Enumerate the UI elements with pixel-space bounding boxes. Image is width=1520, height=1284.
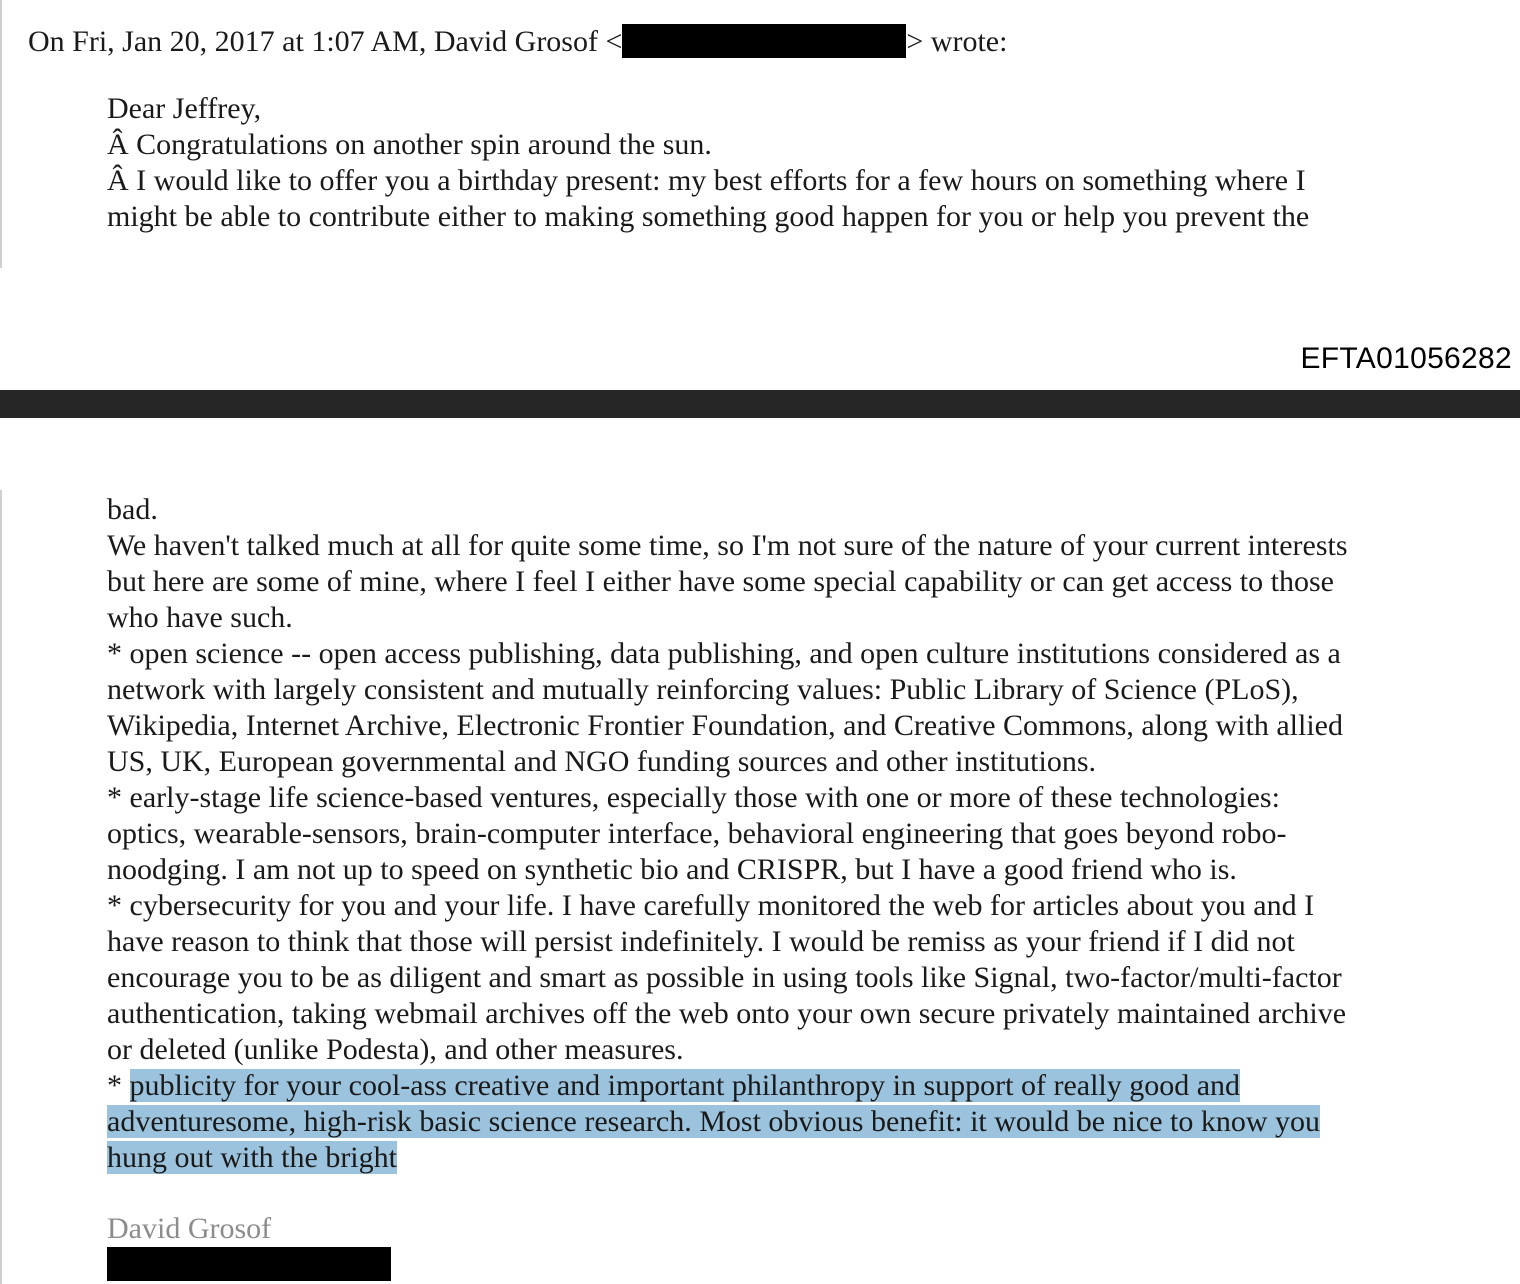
body-line: but here are some of mine, where I feel I either have some special capability or can get access to those [107,565,1334,598]
body-line: bad. [107,493,158,526]
document-page-bottom [0,418,1520,1284]
highlighted-line [107,1068,1507,1104]
quote-bar [0,0,2,268]
body-line: US, UK, European governmental and NGO funding sources and other institutions. [107,745,1096,778]
body-line: Wikipedia, Internet Archive, Electronic Frontier Foundation, and Creative Commons, along with allied [107,709,1343,742]
body-line: Â I would like to offer you a birthday present: my best efforts for a few hours on something where I [107,164,1306,197]
page-separator [0,390,1520,418]
body-line: authentication, taking webmail archives off the web onto your own secure privately maintained archive [107,997,1347,1030]
reply-header-suffix: > wrote: [906,25,1008,58]
reply-header-prefix: On Fri, Jan 20, 2017 at 1:07 AM, David Grosof < [28,25,623,58]
highlighted-text: publicity for your cool-ass creative and important philanthropy in support of really good and [129,1069,1241,1102]
highlighted-line [107,1140,1507,1176]
body-line: network with largely consistent and mutually reinforcing values: Public Library of Science (PLoS), [107,673,1299,706]
email-body-part1 [107,91,1507,235]
email-body-part2 [107,492,1507,1176]
body-line: have reason to think that those will persist indefinitely. I would be remiss as your friend if I did not [107,925,1295,958]
body-line: Â Congratulations on another spin around the sun. [107,128,712,161]
body-line: optics, wearable-sensors, brain-computer interface, behavioral engineering that goes beyond robo- [107,817,1287,850]
body-line: or deleted (unlike Podesta), and other measures. [107,1033,684,1066]
redacted-email [622,24,906,58]
highlighted-text: hung out with the bright [107,1141,397,1174]
bates-number: EFTA01056282 [1300,342,1512,375]
highlighted-line [107,1104,1507,1140]
document-page-top [0,0,1520,390]
highlighted-text: adventuresome, high-risk basic science research. Most obvious benefit: it would be nice to know you [107,1105,1321,1138]
body-line: * cybersecurity for you and your life. I have carefully monitored the web for articles about you and I [107,889,1315,922]
quote-bar [0,490,2,1284]
body-line: * early-stage life science-based ventures, especially those with one or more of these technologies: [107,781,1280,814]
body-line: might be able to contribute either to making something good happen for you or help you prevent the [107,200,1310,233]
redacted-signature-info [107,1247,391,1281]
bullet-marker: * [107,1069,130,1102]
reply-header [28,22,1007,62]
body-line: encourage you to be as diligent and smart as possible in using tools like Signal, two-factor/multi-factor [107,961,1342,994]
body-line: noodging. I am not up to speed on synthetic bio and CRISPR, but I have a good friend who is. [107,853,1237,886]
signature-name: David Grosof [107,1212,272,1245]
body-line: who have such. [107,601,293,634]
body-line: We haven't talked much at all for quite some time, so I'm not sure of the nature of your current interests [107,529,1348,562]
body-line: * open science -- open access publishing, data publishing, and open culture institutions considered as a [107,637,1341,670]
body-line: Dear Jeffrey, [107,92,262,125]
